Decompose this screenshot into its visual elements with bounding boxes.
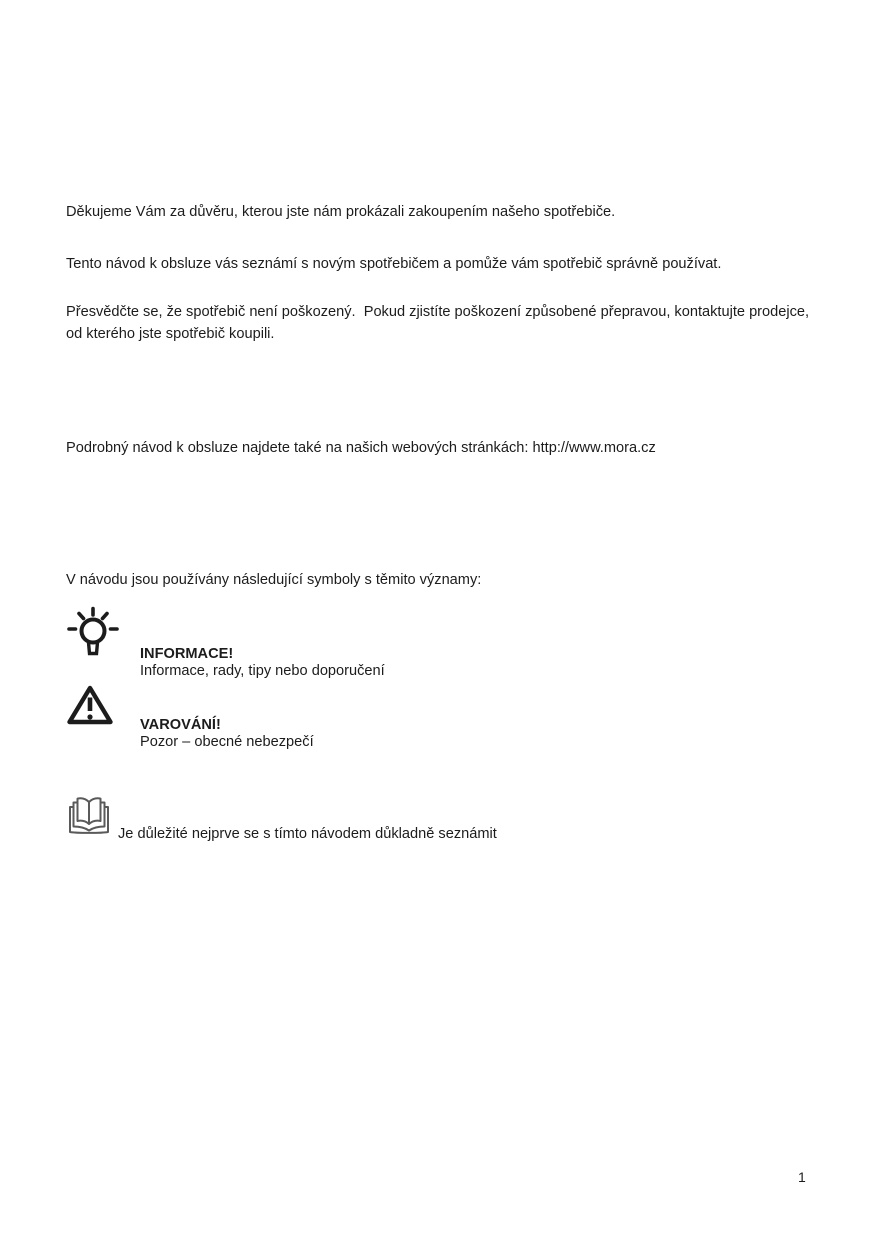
warning-label	[140, 717, 314, 751]
warning-title: VAROVÁNÍ!	[140, 717, 221, 733]
warning-description: Pozor – obecné nebezpečí	[140, 734, 314, 750]
paragraph-damage-check: Přesvědčte se, že spotřebič není poškozený. Pokud zjistíte poškození způsobené přepravou, kontaktujte prodejce, od kterého jste spotřebič koupili.	[66, 304, 814, 342]
website-text: Podrobný návod k obsluze najdete také na našich webových stránkách:	[66, 440, 533, 456]
page-number: 1	[798, 1169, 806, 1185]
paragraph-thanks: Děkujeme Vám za důvěru, kterou jste nám prokázali zakoupením našeho spotřebiče.	[66, 204, 616, 220]
warning-triangle-icon	[66, 684, 114, 726]
information-label	[140, 646, 385, 680]
manual-note: Je důležité nejprve se s tímto návodem důkladně seznámit	[118, 826, 497, 842]
website-link[interactable]: http://www.mora.cz	[532, 440, 656, 456]
open-book-icon	[67, 793, 111, 837]
information-description: Informace, rady, tipy nebo doporučení	[140, 663, 385, 679]
paragraph-intro: Tento návod k obsluze vás seznámí s novým spotřebičem a pomůže vám spotřebič správně používat.	[66, 256, 722, 272]
paragraph-website	[66, 437, 816, 459]
lightbulb-icon	[66, 606, 120, 662]
information-title: INFORMACE!	[140, 646, 234, 662]
paragraph-symbols-intro: V návodu jsou používány následující symboly s těmito významy:	[66, 572, 482, 588]
